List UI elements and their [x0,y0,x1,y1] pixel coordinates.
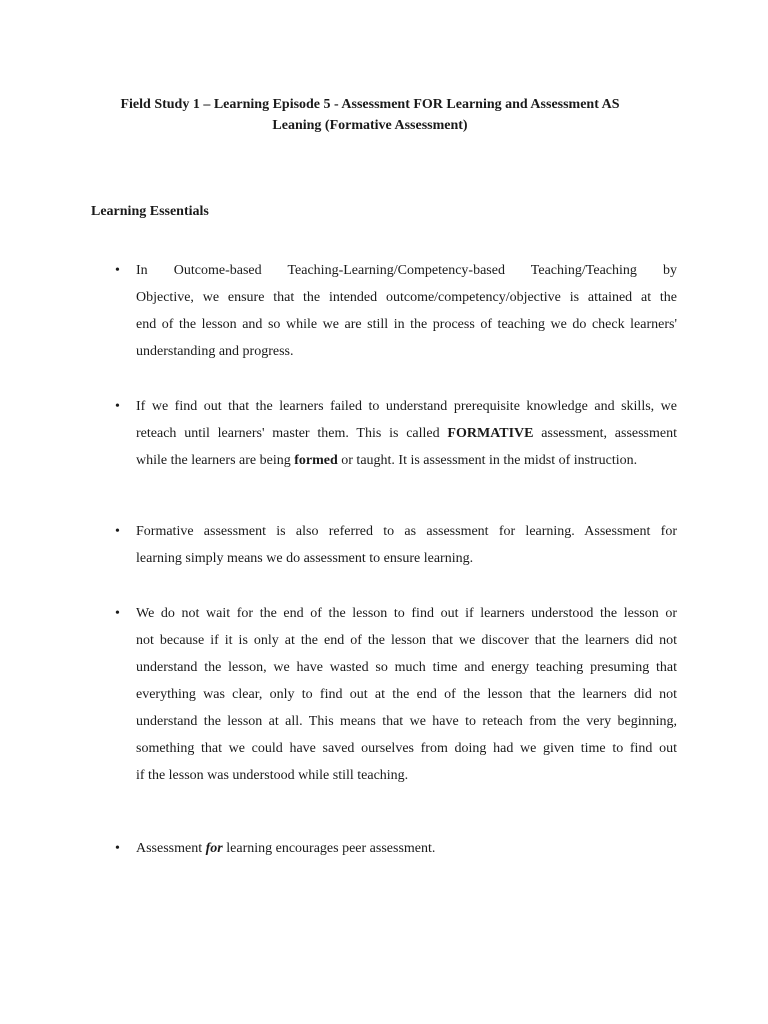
bullet-4-line-3: understand the lesson, we have wasted so much time and energy teaching presuming that [136,660,677,675]
bullet-1-line-4: understanding and progress. [136,344,294,359]
bullet-5-line-1: Assessment for learning encourages peer assessment. [136,841,436,856]
for-bold-italic: for [205,841,223,856]
bullet-icon: • [115,399,120,414]
bullet-1-line-3: end of the lesson and so while we are still in the process of teaching we do check learners' [136,317,677,332]
title-line-2: Leaning (Formative Assessment) [272,118,468,133]
bullet-1-line-2: Objective, we ensure that the intended outcome/competency/objective is attained at the [136,290,677,305]
bullet-4-line-4: everything was clear, only to find out at the end of the lesson that the learners did not [136,687,677,702]
bullet-3-line-1: Formative assessment is also referred to as assessment for learning. Assessment for [136,524,677,539]
bullet-4-line-2: not because if it is only at the end of the lesson that we discover that the learners did not [136,633,677,648]
bullet-4-line-6: something that we could have saved ourselves from doing had we given time to find out [136,741,677,756]
formative-bold: FORMATIVE [447,426,534,441]
bullet-2-line-3: while the learners are being formed or taught. It is assessment in the midst of instruction. [136,453,638,468]
bullet-icon: • [115,841,120,856]
title-line-1: Field Study 1 – Learning Episode 5 - Assessment FOR Learning and Assessment AS [120,97,620,112]
bullet-2-line-2: reteach until learners' master them. This is called FORMATIVE assessment, assessment [136,426,678,441]
bullet-4-line-5: understand the lesson at all. This means that we have to reteach from the very beginning, [136,714,677,729]
bullet-item-2 [115,393,678,474]
section-heading: Learning Essentials [91,204,209,219]
bullet-icon: • [115,606,120,621]
bullet-item-3 [115,518,677,572]
bullet-4-line-1: We do not wait for the end of the lesson to find out if learners understood the lesson or [136,606,677,621]
bullet-item-5 [115,835,677,862]
bullet-1-line-1: In Outcome-based Teaching-Learning/Competency-based Teaching/Teaching by [136,263,677,278]
bullet-item-4 [115,600,677,789]
formed-bold: formed [294,453,338,468]
bullet-icon: • [115,524,120,539]
bullet-3-line-2: learning simply means we do assessment to ensure learning. [136,551,474,566]
bullet-item-1 [115,257,677,365]
bullet-icon: • [115,263,120,278]
bullet-4-line-7: if the lesson was understood while still teaching. [136,768,409,783]
document-title [60,94,680,136]
bullet-2-line-1: If we find out that the learners failed to understand prerequisite knowledge and skills, we [136,399,677,414]
